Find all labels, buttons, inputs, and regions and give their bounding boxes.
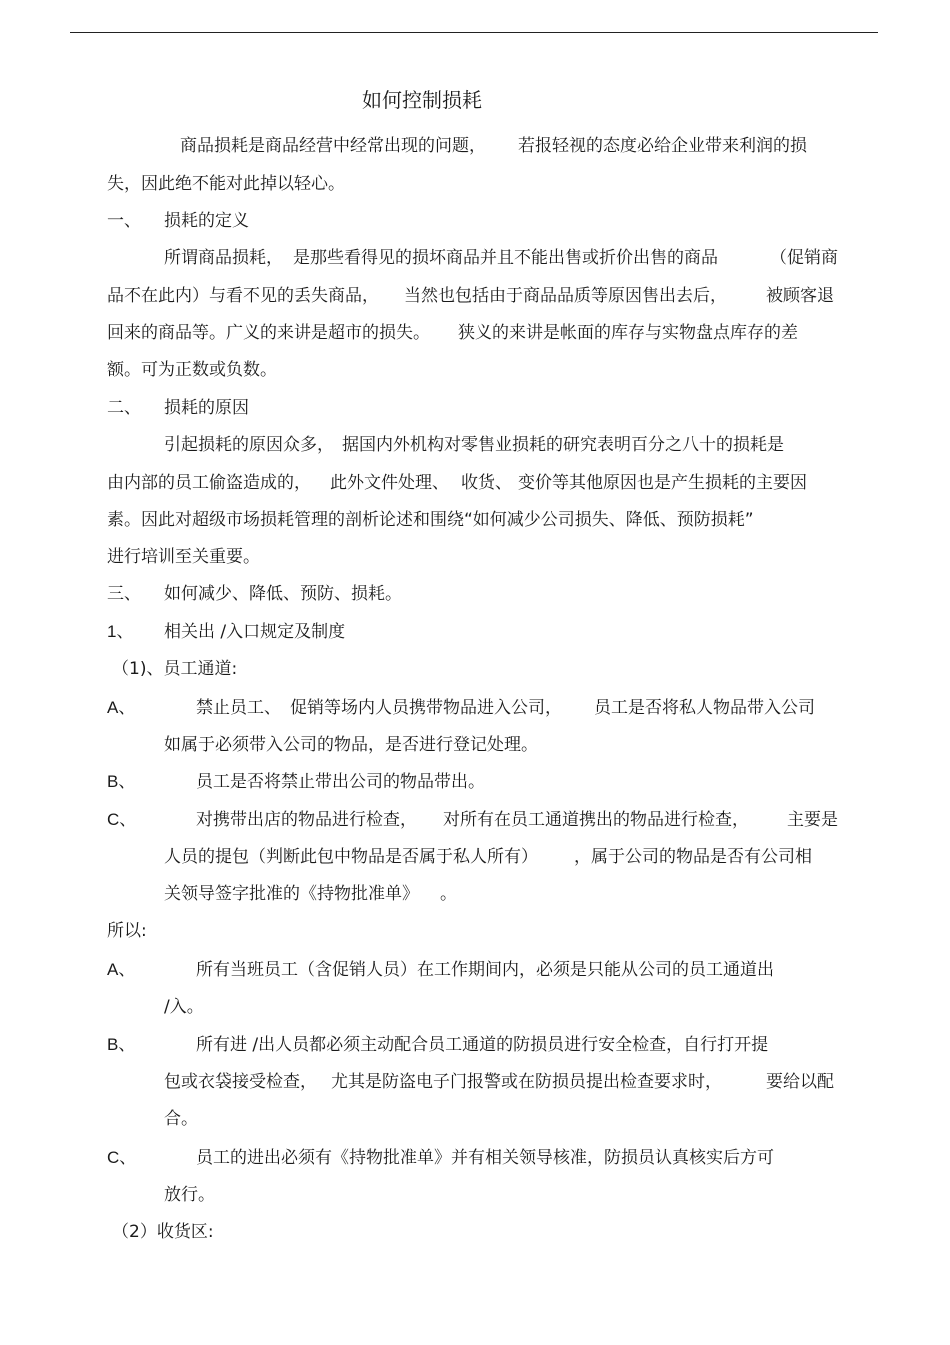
section-heading: 如何减少、降低、预防、损耗。 <box>164 584 402 604</box>
text-segment: 额。可为正数或负数。 <box>107 360 277 380</box>
text-segment: 对携带出店的物品进行检查， <box>196 810 417 830</box>
therefore-heading: 所以: <box>107 921 147 941</box>
text-segment: 所有当班员工（含促销人员）在工作期间内，必须是只能从公司的员工通道出 <box>196 960 774 980</box>
item-letter: B、 <box>107 1035 136 1054</box>
item-letter: C、 <box>107 1148 137 1167</box>
text-segment: 。 <box>440 884 457 904</box>
receiving-heading: （2）收货区: <box>112 1222 214 1242</box>
text-segment: 员工的进出必须有《持物批准单》并有相关领导核准，防损员认真核实后方可 <box>196 1148 774 1168</box>
text-segment: 失，因此绝不能对此掉以轻心。 <box>107 174 345 194</box>
text-segment: 尤其是防盗电子门报警或在防损员提出检查要求时， <box>331 1072 722 1092</box>
text-segment: 放行。 <box>164 1185 215 1205</box>
text-segment: 促销等场内人员携带物品进入公司， <box>290 698 562 718</box>
section-heading: 损耗的原因 <box>164 398 249 418</box>
text-segment: 是那些看得见的损坏商品并且不能出售或折价出售的商品 <box>293 248 718 268</box>
text-segment: 当然也包括由于商品品质等原因售出去后， <box>404 286 727 306</box>
item-letter: A、 <box>107 960 136 979</box>
text-segment: 所谓商品损耗， <box>164 248 283 268</box>
item-letter: C、 <box>107 810 137 829</box>
text-segment: 禁止员工、 <box>196 698 281 718</box>
text-segment: 所有进 /出人员都必须主动配合员工通道的防损员进行安全检查，自行打开提 <box>196 1035 769 1055</box>
page-title: 如何控制损耗 <box>362 88 482 112</box>
section-number: 二、 <box>107 398 141 418</box>
text-segment: （促销商 <box>770 248 838 268</box>
staff-channel-heading: （1)、员工通道: <box>112 659 238 679</box>
text-segment: 品不在此内）与看不见的丢失商品， <box>107 286 379 306</box>
text-segment: 要给以配 <box>766 1072 834 1092</box>
text-segment: 员工是否将私人物品带入公司 <box>594 698 815 718</box>
text-segment: 合。 <box>164 1109 198 1129</box>
subsection-heading: 相关出 /入口规定及制度 <box>164 622 346 642</box>
text-segment: 进行培训至关重要。 <box>107 547 260 567</box>
text-segment: 人员的提包（判断此包中物品是否属于私人所有） <box>164 847 538 867</box>
text-segment: 员工是否将禁止带出公司的物品带出。 <box>196 772 485 792</box>
text-segment: 引起损耗的原因众多， <box>164 435 334 455</box>
text-segment: 此外文件处理、 <box>330 473 449 493</box>
item-letter: B、 <box>107 772 136 791</box>
text-segment: 素。因此对超级市场损耗管理的剖析论述和围绕“如何减少公司损失、降低、预防损耗” <box>107 510 754 530</box>
text-segment: /入。 <box>164 997 204 1017</box>
text-segment: 对所有在员工通道携出的物品进行检查， <box>443 810 749 830</box>
text-segment: 主要是 <box>787 810 838 830</box>
section-number: 三、 <box>107 584 141 604</box>
subsection-number: 1、 <box>107 622 134 641</box>
header-rule <box>70 32 878 33</box>
text-segment: 商品损耗是商品经营中经常出现的问题， <box>180 136 486 156</box>
text-segment: 被顾客退 <box>766 286 834 306</box>
section-number: 一、 <box>107 211 141 231</box>
text-segment: 包或衣袋接受检查， <box>164 1072 317 1092</box>
text-segment: 变价等其他原因也是产生损耗的主要因 <box>518 473 807 493</box>
text-segment: 关领导签字批准的《持物批准单》 <box>164 884 419 904</box>
text-segment: 狭义的来讲是帐面的库存与实物盘点库存的差 <box>458 323 798 343</box>
item-letter: A、 <box>107 698 136 717</box>
text-segment: 据国内外机构对零售业损耗的研究表明百分之八十的损耗是 <box>342 435 784 455</box>
text-segment: 由内部的员工偷盗造成的， <box>107 473 311 493</box>
text-segment: 收货、 <box>461 473 512 493</box>
text-segment: 回来的商品等。广义的来讲是超市的损失。 <box>107 323 430 343</box>
text-segment: 如属于必须带入公司的物品，是否进行登记处理。 <box>164 735 538 755</box>
text-segment: 若报轻视的态度必给企业带来利润的损 <box>518 136 807 156</box>
section-heading: 损耗的定义 <box>164 211 249 231</box>
text-segment: ，属于公司的物品是否有公司相 <box>574 847 812 867</box>
